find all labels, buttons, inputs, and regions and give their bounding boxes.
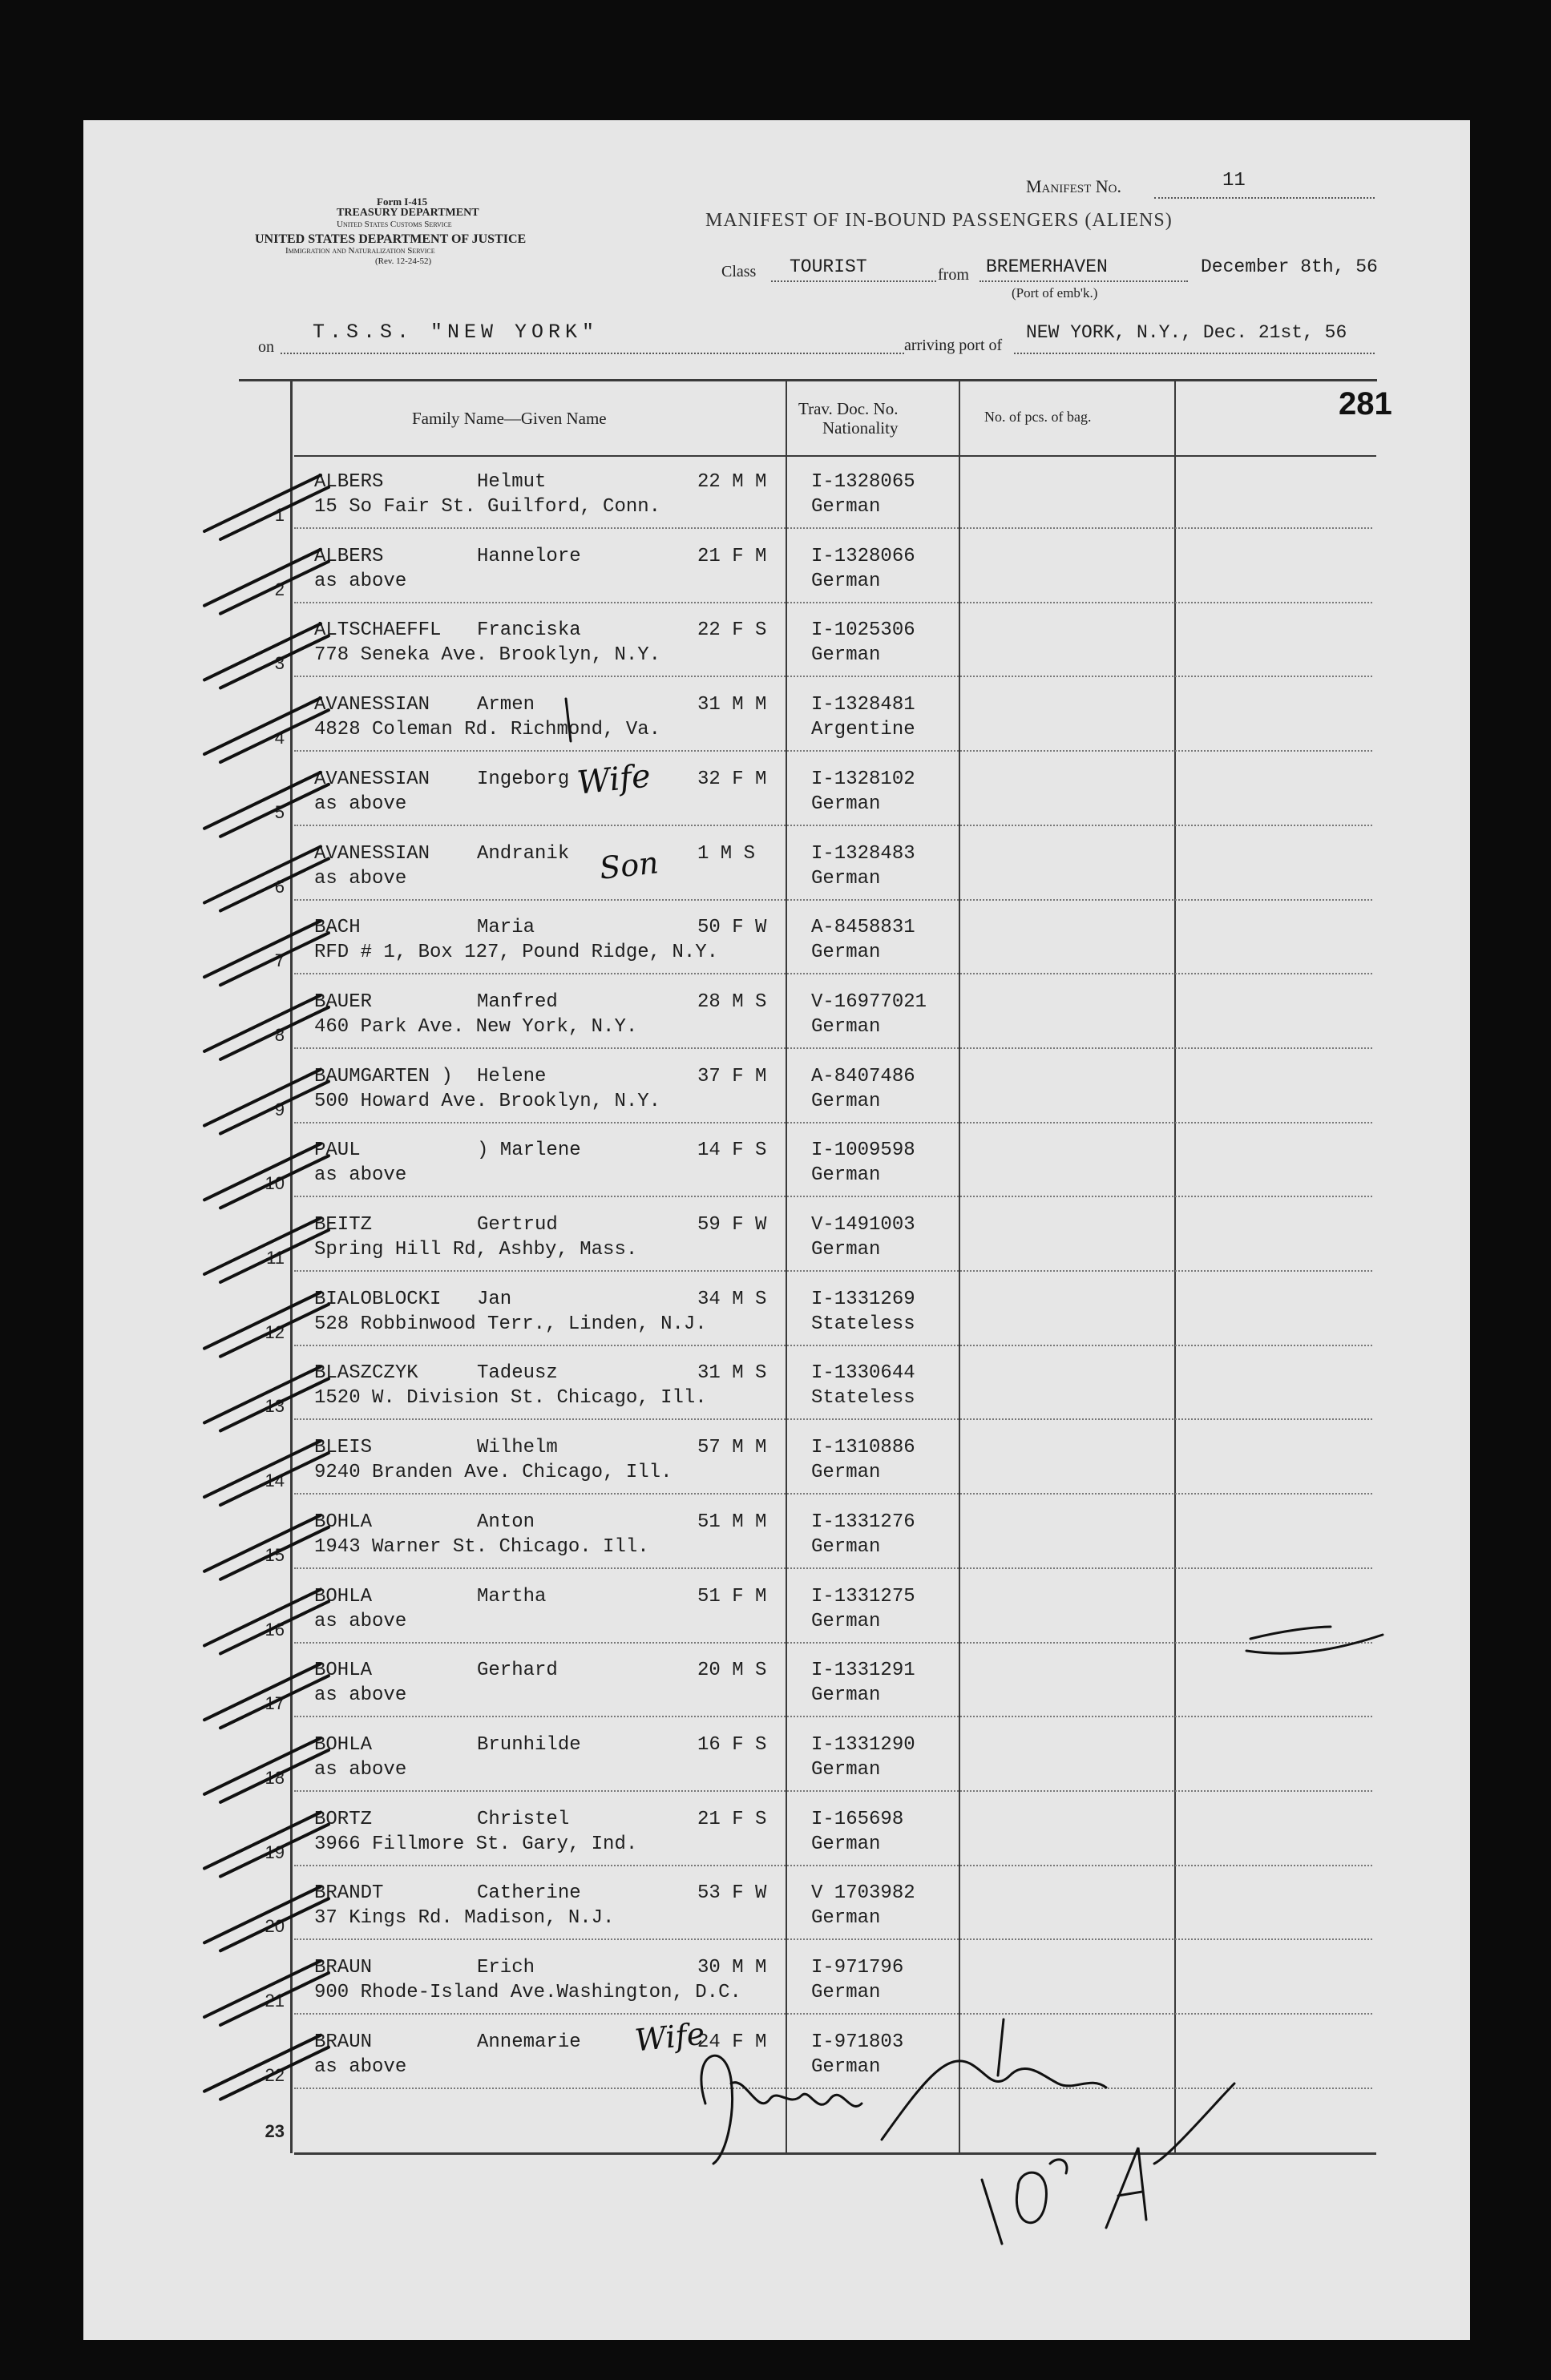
row-number: 5 bbox=[274, 801, 285, 822]
family-name: BOHLA bbox=[314, 1511, 373, 1533]
family-name: BRANDT bbox=[314, 1882, 384, 1905]
row-number: 6 bbox=[274, 876, 285, 897]
nationality: German bbox=[811, 1610, 881, 1632]
travel-doc-no: I-165698 bbox=[811, 1808, 904, 1830]
family-name: ALBERS bbox=[314, 471, 384, 493]
from-value: BREMERHAVEN bbox=[986, 256, 1108, 277]
check-mark-icon bbox=[204, 1515, 329, 1579]
check-mark-icon bbox=[204, 1813, 329, 1877]
address: 528 Robbinwood Terr., Linden, N.J. bbox=[314, 1313, 707, 1335]
travel-doc-no: V-1491003 bbox=[811, 1214, 915, 1236]
travel-doc-no: I-1025306 bbox=[811, 619, 915, 642]
travel-doc-no: I-1328481 bbox=[811, 694, 915, 716]
check-mark-icon bbox=[204, 475, 329, 539]
nationality: Argentine bbox=[811, 719, 915, 741]
nationality: German bbox=[811, 1907, 881, 1930]
given-name: Gertrud bbox=[477, 1214, 558, 1236]
check-mark-icon bbox=[204, 1738, 329, 1802]
family-name: BOHLA bbox=[314, 1660, 373, 1682]
given-name: Catherine bbox=[477, 1882, 581, 1905]
given-name: Manfred bbox=[477, 990, 558, 1013]
travel-doc-no: I-1331276 bbox=[811, 1511, 915, 1533]
given-name: Tadeusz bbox=[477, 1362, 558, 1385]
given-name: Helene bbox=[477, 1065, 547, 1087]
address: 1943 Warner St. Chicago. Ill. bbox=[314, 1535, 649, 1558]
nationality: German bbox=[811, 644, 881, 667]
check-mark-icon bbox=[204, 847, 329, 911]
address: 37 Kings Rd. Madison, N.J. bbox=[314, 1907, 615, 1930]
check-mark-icon bbox=[204, 2035, 329, 2100]
row-number: 12 bbox=[265, 1321, 285, 1342]
travel-doc-no: I-1328102 bbox=[811, 768, 915, 790]
address: as above bbox=[314, 867, 407, 889]
given-name: Helmut bbox=[477, 471, 547, 493]
family-name: BOHLA bbox=[314, 1733, 373, 1756]
check-mark-icon bbox=[204, 550, 329, 614]
row-number: 7 bbox=[274, 950, 285, 971]
family-name: ALTSCHAEFFL bbox=[314, 619, 442, 642]
age-sex-status: 24 F M bbox=[697, 2031, 767, 2053]
family-name: BRAUN bbox=[314, 1957, 373, 1979]
given-name: Wilhelm bbox=[477, 1437, 558, 1459]
row-number: 16 bbox=[265, 1619, 285, 1640]
travel-doc-no: V-16977021 bbox=[811, 990, 927, 1013]
manifest-no-label: Manifest No. bbox=[1026, 176, 1121, 196]
manifest-title: MANIFEST OF IN-BOUND PASSENGERS (ALIENS) bbox=[705, 210, 1173, 231]
nationality: German bbox=[811, 1015, 881, 1038]
row-number: 11 bbox=[266, 1248, 285, 1268]
family-name: BORTZ bbox=[314, 1808, 373, 1830]
check-mark-icon bbox=[204, 698, 329, 762]
address: 500 Howard Ave. Brooklyn, N.Y. bbox=[314, 1090, 661, 1112]
class-value: TOURIST bbox=[790, 256, 867, 277]
nationality: German bbox=[811, 867, 881, 889]
check-mark-icon bbox=[204, 1293, 329, 1357]
family-name: AVANESSIAN bbox=[314, 694, 430, 716]
travel-doc-no: I-1331269 bbox=[811, 1288, 915, 1310]
row-number: 8 bbox=[274, 1024, 285, 1045]
travel-doc-no: I-1328483 bbox=[811, 842, 915, 865]
row-number: 21 bbox=[265, 1991, 285, 2011]
age-sex-status: 57 M M bbox=[697, 1437, 767, 1459]
nationality: German bbox=[811, 2055, 881, 2078]
row-number: 10 bbox=[265, 1173, 285, 1194]
family-name: BRAUN bbox=[314, 2031, 373, 2053]
age-sex-status: 31 M S bbox=[697, 1362, 767, 1385]
nationality: German bbox=[811, 1164, 881, 1187]
travel-doc-no: I-1331275 bbox=[811, 1585, 915, 1608]
check-mark-icon bbox=[204, 1441, 329, 1505]
given-name: Jan bbox=[477, 1288, 512, 1310]
travel-doc-no: I-971796 bbox=[811, 1957, 904, 1979]
col-header-name: Family Name—Given Name bbox=[412, 409, 607, 428]
check-mark-icon bbox=[204, 921, 329, 985]
given-name: ) Marlene bbox=[477, 1140, 581, 1162]
nationality: German bbox=[811, 1758, 881, 1781]
travel-doc-no: I-1328066 bbox=[811, 545, 915, 567]
given-name: Ingeborg bbox=[477, 768, 570, 790]
row-number: 15 bbox=[265, 1544, 285, 1565]
vessel-name: T.S.S. "NEW YORK" bbox=[313, 321, 600, 344]
family-name: AVANESSIAN bbox=[314, 842, 430, 865]
col-header-bags: No. of pcs. of bag. bbox=[984, 409, 1092, 425]
nationality: Stateless bbox=[811, 1387, 915, 1410]
arriving-label: arriving port of bbox=[904, 337, 1003, 354]
nationality: German bbox=[811, 1462, 881, 1484]
form-revision: (Rev. 12-24-52) bbox=[375, 256, 432, 266]
check-mark-icon bbox=[204, 1144, 329, 1208]
travel-doc-no: I-1009598 bbox=[811, 1140, 915, 1162]
on-label: on bbox=[258, 338, 274, 356]
age-sex-status: 53 F W bbox=[697, 1882, 767, 1905]
age-sex-status: 30 M M bbox=[697, 1957, 767, 1979]
page-number: 281 bbox=[1339, 386, 1392, 422]
check-mark-icon bbox=[204, 1366, 329, 1430]
given-name: Brunhilde bbox=[477, 1733, 581, 1756]
address: 9240 Branden Ave. Chicago, Ill. bbox=[314, 1462, 673, 1484]
dept-treasury: TREASURY DEPARTMENT bbox=[337, 207, 479, 219]
nationality: German bbox=[811, 1982, 881, 2003]
family-name: BAUER bbox=[314, 990, 373, 1013]
family-name: BLEIS bbox=[314, 1437, 373, 1459]
address: 1520 W. Division St. Chicago, Ill. bbox=[314, 1387, 707, 1410]
travel-doc-no: A-8458831 bbox=[811, 917, 915, 939]
age-sex-status: 51 F M bbox=[697, 1585, 767, 1608]
row-number: 23 bbox=[265, 2121, 285, 2141]
nationality: German bbox=[811, 1090, 881, 1112]
family-name: BEITZ bbox=[314, 1214, 373, 1236]
given-name: Erich bbox=[477, 1957, 535, 1979]
age-sex-status: 50 F W bbox=[697, 917, 767, 939]
age-sex-status: 28 M S bbox=[697, 990, 767, 1013]
arriving-value: NEW YORK, N.Y., Dec. 21st, 56 bbox=[1026, 322, 1347, 343]
age-sex-status: 14 F S bbox=[697, 1140, 767, 1162]
address: as above bbox=[314, 793, 407, 815]
signature-icon bbox=[566, 699, 1383, 2244]
given-name: Hannelore bbox=[477, 545, 581, 567]
check-mark-icon bbox=[204, 1218, 329, 1282]
given-name: Gerhard bbox=[477, 1660, 558, 1682]
travel-doc-no: I-971803 bbox=[811, 2031, 904, 2053]
age-sex-status: 37 F M bbox=[697, 1065, 767, 1087]
age-sex-status: 22 F S bbox=[697, 619, 767, 642]
address: 3966 Fillmore St. Gary, Ind. bbox=[314, 1833, 638, 1855]
family-name: ALBERS bbox=[314, 545, 384, 567]
row-number: 9 bbox=[274, 1099, 285, 1119]
nationality: German bbox=[811, 942, 881, 964]
annotation-son-6: Son bbox=[597, 845, 660, 886]
nationality: German bbox=[811, 1833, 881, 1855]
age-sex-status: 16 F S bbox=[697, 1733, 767, 1756]
given-name: Franciska bbox=[477, 619, 581, 642]
row-number: 22 bbox=[265, 2064, 285, 2085]
check-mark-icon bbox=[204, 623, 329, 688]
age-sex-status: 21 F S bbox=[697, 1808, 767, 1830]
age-sex-status: 32 F M bbox=[697, 768, 767, 790]
family-name: BLASZCZYK bbox=[314, 1362, 418, 1385]
age-sex-status: 22 M M bbox=[697, 471, 767, 493]
nationality: German bbox=[811, 496, 881, 518]
address: as above bbox=[314, 1758, 407, 1781]
check-mark-icon bbox=[204, 1961, 329, 2025]
given-name: Andranik bbox=[477, 842, 570, 865]
nationality: German bbox=[811, 1684, 881, 1707]
given-name: Maria bbox=[477, 917, 535, 939]
row-number: 19 bbox=[265, 1841, 285, 1862]
age-sex-status: 21 F M bbox=[697, 545, 767, 567]
address: Spring Hill Rd, Ashby, Mass. bbox=[314, 1239, 638, 1261]
row-number: 3 bbox=[274, 653, 285, 674]
check-mark-icon bbox=[204, 772, 329, 837]
nationality: German bbox=[811, 793, 881, 815]
family-name: BOHLA bbox=[314, 1585, 373, 1608]
family-name: AVANESSIAN bbox=[314, 768, 430, 790]
address: as above bbox=[314, 2055, 407, 2078]
dept-treasury-sub: United States Customs Service bbox=[337, 220, 452, 229]
address: 900 Rhode-Island Ave.Washington, D.C. bbox=[314, 1982, 741, 2003]
age-sex-status: 34 M S bbox=[697, 1288, 767, 1310]
given-name: Christel bbox=[477, 1808, 570, 1830]
address: as above bbox=[314, 1684, 407, 1707]
address: 4828 Coleman Rd. Richmond, Va. bbox=[314, 719, 661, 741]
row-number: 1 bbox=[274, 505, 285, 525]
travel-doc-no: V 1703982 bbox=[811, 1882, 915, 1905]
class-label: Class bbox=[721, 263, 757, 280]
nationality: Stateless bbox=[811, 1313, 915, 1335]
address: as above bbox=[314, 1610, 407, 1632]
annotation-wife-5: Wife bbox=[575, 757, 652, 802]
age-sex-status: 31 M M bbox=[697, 694, 767, 716]
check-mark-icon bbox=[204, 1886, 329, 1950]
family-name: BACH bbox=[314, 917, 361, 939]
travel-doc-no: I-1331290 bbox=[811, 1733, 915, 1756]
from-label: from bbox=[938, 266, 969, 284]
port-embark-label: (Port of emb'k.) bbox=[1012, 285, 1098, 301]
check-mark-icon bbox=[204, 1590, 329, 1654]
date-value: December 8th, 56 bbox=[1201, 256, 1378, 277]
travel-doc-no: A-8407486 bbox=[811, 1065, 915, 1087]
age-sex-status: 59 F W bbox=[697, 1214, 767, 1236]
nationality: German bbox=[811, 1239, 881, 1261]
given-name: Armen bbox=[477, 694, 535, 716]
address: as above bbox=[314, 570, 407, 592]
address: 460 Park Ave. New York, N.Y. bbox=[314, 1015, 638, 1038]
travel-doc-no: I-1331291 bbox=[811, 1660, 915, 1682]
row-number: 20 bbox=[265, 1916, 285, 1937]
age-sex-status: 1 M S bbox=[697, 842, 756, 865]
travel-doc-no: I-1328065 bbox=[811, 471, 915, 493]
row-number: 13 bbox=[265, 1396, 285, 1417]
address: 15 So Fair St. Guilford, Conn. bbox=[314, 496, 661, 518]
row-number: 2 bbox=[274, 579, 285, 599]
family-name: BIALOBLOCKI bbox=[314, 1288, 442, 1310]
manifest-no-value: 11 bbox=[1222, 170, 1246, 192]
family-name: PAUL bbox=[314, 1140, 361, 1162]
annotation-wife-22: Wife bbox=[632, 2015, 707, 2059]
age-sex-status: 20 M S bbox=[697, 1660, 767, 1682]
row-number: 4 bbox=[274, 728, 285, 748]
dept-justice-sub: Immigration and Naturalization Service bbox=[285, 246, 435, 256]
age-sex-status: 51 M M bbox=[697, 1511, 767, 1533]
given-name: Annemarie bbox=[477, 2031, 581, 2053]
address: RFD # 1, Box 127, Pound Ridge, N.Y. bbox=[314, 942, 719, 964]
nationality: German bbox=[811, 570, 881, 592]
address: as above bbox=[314, 1164, 407, 1187]
family-name: BAUMGARTEN ) bbox=[314, 1065, 453, 1087]
travel-doc-no: I-1310886 bbox=[811, 1437, 915, 1459]
col-header-nat: Nationality bbox=[822, 418, 899, 438]
dept-justice: UNITED STATES DEPARTMENT OF JUSTICE bbox=[255, 232, 527, 246]
form-number: Form I-415 bbox=[377, 196, 428, 208]
row-number: 18 bbox=[265, 1767, 285, 1788]
check-mark-icon bbox=[204, 1664, 329, 1728]
col-header-doc: Trav. Doc. No. bbox=[798, 399, 899, 418]
given-name: Martha bbox=[477, 1585, 547, 1608]
travel-doc-no: I-1330644 bbox=[811, 1362, 915, 1385]
address: 778 Seneka Ave. Brooklyn, N.Y. bbox=[314, 644, 661, 667]
row-number: 14 bbox=[265, 1470, 285, 1491]
row-number: 17 bbox=[265, 1693, 285, 1714]
given-name: Anton bbox=[477, 1511, 535, 1533]
check-mark-icon bbox=[204, 995, 329, 1059]
check-mark-icon bbox=[204, 1070, 329, 1134]
nationality: German bbox=[811, 1535, 881, 1558]
